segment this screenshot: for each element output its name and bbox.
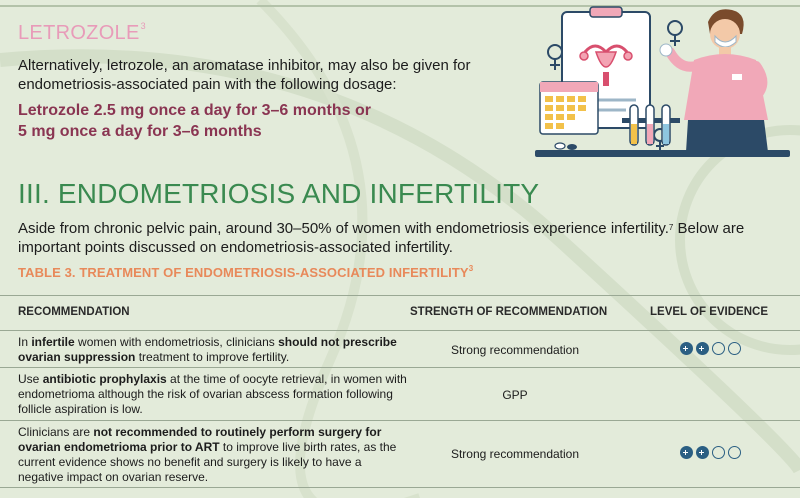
row-strength: Strong recommendation [450,447,580,461]
table-caption-ref: 3 [468,264,474,273]
plus-circle-icon [696,342,709,355]
section-3-title: III. ENDOMETRIOSIS AND INFERTILITY [18,178,540,209]
plus-circle-icon [680,342,693,355]
row-evidence [655,446,765,464]
recommendation-table [0,295,800,488]
row-recommendation: Clinicians are not recommended to routinely perform surgery for ovarian endometrioma prior to ART to improve live birth rates, as the current evidence shows no benefit and surgery is likely to have a negative impact on ovarian reserve. [18,425,397,484]
calendar [540,82,598,134]
section-3-body: Aside from chronic pelvic pain, around 30–50% of women with endometriosis experience infertility.$^7$ Below are important points discussed on endometriosis-associated infertility. [18,220,745,256]
letrozole-ref: 3 [140,21,146,31]
table-caption: TABLE 3. TREATMENT OF ENDOMETRIOSIS-ASSOCIATED INFERTILITY$^3$ [18,264,474,280]
empty-circle-icon [728,446,741,459]
row-strength: GPP [502,388,528,402]
plus-circle-icon [680,446,693,459]
doctor-figure [660,9,768,152]
header-recommendation: RECOMMENDATION [18,306,130,318]
header-strength: STRENGTH OF RECOMMENDATION [410,306,608,318]
table-header [0,295,800,331]
row-recommendation: Use antibiotic prophylaxis at the time of oocyte retrieval, in women with endometrioma although the risk of ovarian abscess formation following follicle aspiration is low. [18,372,407,416]
test-tubes [622,105,680,145]
empty-circle-icon [728,342,741,355]
header-evidence: LEVEL OF EVIDENCE [650,306,769,318]
table-row [0,421,800,488]
row-strength: Strong recommendation [450,343,580,357]
dosage-line-1: Letrozole 2.5 mg once a day for 3–6 months or [18,102,371,119]
letrozole-body: Alternatively, letrozole, an aromatase inhibitor, may also be given for endometriosis-associated pain with the following dosage: [18,57,471,93]
evidence-rating [680,446,741,459]
letrozole-title: LETROZOLE$^3$ [18,21,146,44]
pills [555,143,577,150]
section-3-ref: 7 [668,223,674,232]
plus-circle-icon [696,446,709,459]
female-symbol-right [668,21,682,46]
letrozole-dosage [18,100,528,142]
dosage-line-2: 5 mg once a day for 3–6 months [18,123,262,140]
doctor-illustration [510,0,800,165]
female-symbol-left [548,45,562,70]
empty-circle-icon [712,342,725,355]
evidence-rating [680,342,741,355]
table-row [0,331,800,368]
row-recommendation: In infertile women with endometriosis, clinicians should not prescribe ovarian suppression treatment to improve fertility. [18,335,397,364]
table-row [0,368,800,421]
empty-circle-icon [712,446,725,459]
row-evidence [655,342,765,360]
